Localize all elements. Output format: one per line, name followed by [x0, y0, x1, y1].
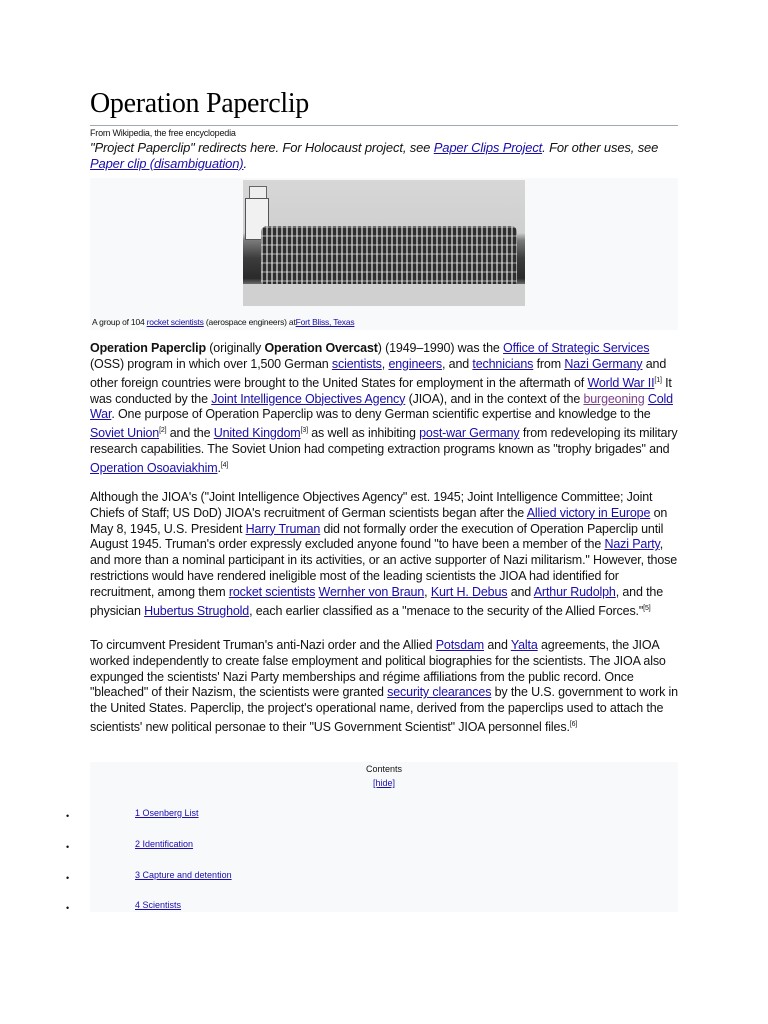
- paragraph-circumvent: [90, 638, 678, 736]
- text: (OSS) program in which over 1,500 German: [90, 356, 332, 371]
- link-united-kingdom[interactable]: United Kingdom: [213, 426, 301, 441]
- site-subtitle: From Wikipedia, the free encyclopedia: [90, 128, 236, 138]
- thumbnail-figure: [90, 178, 678, 330]
- link-paper-clips-project[interactable]: Paper Clips Project: [433, 140, 543, 155]
- link-world-war-ii[interactable]: World War II: [587, 375, 655, 390]
- text: .: [217, 461, 221, 476]
- toc-item-identification[interactable]: 2 Identification: [135, 839, 194, 849]
- link-post-war-germany[interactable]: post-war Germany: [419, 426, 520, 441]
- text: (originally: [205, 341, 265, 355]
- link-burgeoning[interactable]: burgeoning: [583, 391, 645, 406]
- link-jioa[interactable]: Joint Intelligence Objectives Agency: [211, 391, 406, 406]
- paragraph-recruitment: [90, 490, 678, 620]
- page-title: Operation Paperclip: [90, 88, 309, 119]
- link-harry-truman[interactable]: Harry Truman: [245, 521, 321, 536]
- figure-caption: [92, 317, 354, 327]
- text: agreements, the JIOA worked independently to create false employment and political biographies for the scientists. The JIOA also expunged the scientists' Nazi Party memberships and régime affiliations from the public record. Once "bleached" of their Nazism, the scientists were granted: [90, 638, 666, 700]
- citation-ref[interactable]: [1]: [654, 376, 662, 384]
- link-fort-bliss[interactable]: Fort Bliss, Texas: [295, 317, 355, 327]
- link-cold-war[interactable]: Cold War: [90, 391, 673, 422]
- text: as well as inhibiting: [307, 426, 420, 441]
- hatnote: [90, 140, 678, 171]
- text: and the: [166, 426, 214, 441]
- text: It was conducted by the: [90, 375, 672, 406]
- photo-crowd: [261, 226, 517, 284]
- text: To circumvent President Truman's anti-Nazi order and the Allied: [90, 638, 436, 652]
- photo-ground: [243, 284, 525, 306]
- text: ,: [381, 356, 389, 371]
- link-paper-clip-disambiguation[interactable]: Paper clip (disambiguation): [90, 155, 244, 171]
- link-allied-victory-in-europe[interactable]: Allied victory in Europe: [526, 505, 651, 520]
- citation-ref[interactable]: [4]: [220, 461, 229, 469]
- link-technicians[interactable]: technicians: [472, 356, 534, 371]
- link-rocket-scientists[interactable]: rocket scientists: [146, 317, 204, 327]
- citation-ref[interactable]: [5]: [643, 604, 651, 612]
- link-nazi-germany[interactable]: Nazi Germany: [564, 356, 643, 371]
- text: and other foreign countries were brought to the United States for employment in the aftermath of: [90, 356, 667, 390]
- toc-hide-toggle: [90, 778, 678, 788]
- link-nazi-party[interactable]: Nazi Party: [604, 537, 660, 552]
- link-arthur-rudolph[interactable]: Arthur Rudolph: [533, 584, 616, 599]
- link-soviet-union[interactable]: Soviet Union: [90, 426, 160, 441]
- citation-ref[interactable]: [2]: [159, 427, 167, 435]
- text: , each earlier classified as a "menace to the security of the Allied Forces.": [249, 603, 644, 618]
- title-divider: [90, 125, 678, 126]
- link-yalta[interactable]: Yalta: [510, 638, 538, 652]
- link-oss[interactable]: Office of Strategic Services: [503, 341, 650, 355]
- toc-item-capture-and-detention[interactable]: 3 Capture and detention: [135, 870, 232, 880]
- link-rocket-scientists-2[interactable]: rocket scientists: [228, 584, 316, 599]
- text: and: [507, 584, 534, 599]
- text: , and: [442, 356, 473, 371]
- text: from redeveloping its military research capabilities. The Soviet Union had competing extraction programs known as "trophy brigades" and: [90, 426, 678, 457]
- toc-hide-link[interactable]: [hide]: [372, 778, 396, 788]
- text: ,: [424, 584, 431, 599]
- bullet-icon: •: [66, 811, 70, 821]
- toc-item-osenberg-list[interactable]: 1 Osenberg List: [135, 808, 199, 818]
- toc-title: Contents: [365, 764, 403, 774]
- text: Although the JIOA's ("Joint Intelligence Objectives Agency" est. 1945; Joint Intelligence Committee; Joint Chiefs of Staff; US DoD) JIOA's recruitment of German scientists began after the: [90, 490, 653, 520]
- link-hubertus-strughold[interactable]: Hubertus Strughold: [144, 603, 250, 618]
- hatnote-text: "Project Paperclip" redirects here. For Holocaust project, see: [90, 140, 434, 155]
- bullet-icon: •: [66, 842, 70, 852]
- text: , and the physician: [90, 584, 664, 618]
- text: on May 8, 1945, U.S. President: [90, 505, 668, 536]
- text: from: [533, 356, 565, 371]
- toc-item-scientists[interactable]: 4 Scientists: [135, 900, 182, 910]
- hatnote-text: .: [243, 155, 247, 171]
- link-operation-osoaviakhim[interactable]: Operation Osoaviakhim: [90, 461, 218, 476]
- text: ) (1949–1990) was the: [377, 341, 504, 355]
- link-kurt-h-debus[interactable]: Kurt H. Debus: [430, 584, 508, 599]
- text: (JIOA), and in the context of the: [405, 391, 584, 406]
- bullet-icon: •: [66, 873, 70, 883]
- text: did not formally order the execution of Operation Paperclip until August 1945. Truman's order expressly excluded anyone found "to have been a member of the: [90, 521, 664, 552]
- text: by the U.S. government to work in the United States. Paperclip, the project's operational name, derived from the paperclips used to attach the scientists' new political personae to their "US Government Scientist" JIOA personnel files.: [90, 685, 678, 735]
- link-security-clearances[interactable]: security clearances: [387, 685, 492, 700]
- citation-ref[interactable]: [3]: [300, 427, 308, 435]
- hatnote-text: . For other uses, see: [542, 140, 659, 155]
- text: , and more than a nominal participant in its activities, or an active supporter of Nazi militarism." However, those restrictions would have rendered ineligible most of the leading scientists the JIOA had identified for recruitment, among them: [90, 537, 678, 599]
- bold-term: Operation Overcast: [264, 341, 378, 355]
- group-photo[interactable]: [243, 180, 525, 306]
- link-potsdam[interactable]: Potsdam: [435, 638, 485, 652]
- citation-ref[interactable]: [6]: [569, 720, 578, 728]
- caption-text: A group of 104: [92, 317, 147, 327]
- text: and: [484, 638, 511, 652]
- link-wernher-von-braun[interactable]: Wernher von Braun: [318, 584, 425, 599]
- text: . One purpose of Operation Paperclip was to deny German scientific expertise and knowledge to the: [111, 407, 651, 422]
- table-of-contents: [90, 762, 678, 912]
- link-scientists[interactable]: scientists: [331, 356, 382, 371]
- paragraph-intro: [90, 341, 678, 477]
- bold-term: Operation Paperclip: [90, 341, 206, 355]
- link-engineers[interactable]: engineers: [388, 356, 442, 371]
- bullet-icon: •: [66, 903, 70, 913]
- caption-text: (aerospace engineers) at: [203, 317, 296, 327]
